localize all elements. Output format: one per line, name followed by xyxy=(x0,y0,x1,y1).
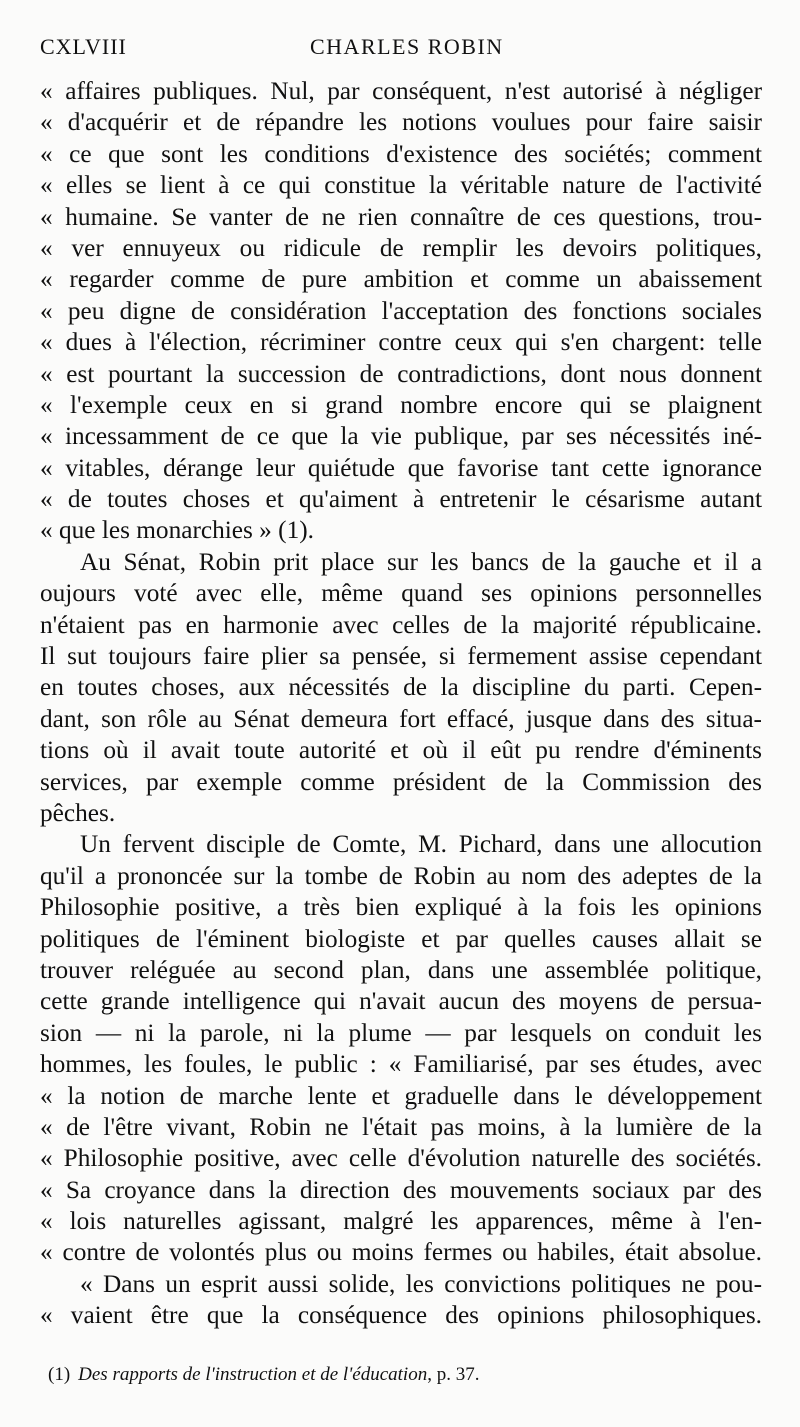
footnote-page: , p. 37. xyxy=(427,1364,480,1385)
text-line: « que les monarchies » (1). xyxy=(40,516,314,545)
text-line: « ver ennuyeux ou ridicule de remplir les devoirs politiques, xyxy=(40,233,762,262)
text-line: « vaient être que la conséquence des opinions philosophiques. xyxy=(40,1301,762,1330)
text-line: « ce que sont les conditions d'existence des sociétés; comment xyxy=(40,139,762,168)
text-line: « Dans un esprit aussi solide, les convictions politiques ne pou- xyxy=(80,1269,762,1298)
text-line: tions où il avait toute autorité et où il eût pu rendre d'éminents xyxy=(40,736,762,765)
text-line: « l'exemple ceux en si grand nombre encore qui se plaignent xyxy=(40,390,762,419)
text-line: « de toutes choses et qu'aiment à entretenir le césarisme autant xyxy=(40,485,762,514)
footnote-mark: (1) xyxy=(48,1364,71,1385)
text-line: Au Sénat, Robin prit place sur les bancs de la gauche et il a xyxy=(80,547,762,576)
page-number: CXLVIII xyxy=(40,34,127,59)
text-line: « elles se lient à ce qui constitue la véritable nature de l'activité xyxy=(40,171,762,200)
text-line: « vitables, dérange leur quiétude que favorise tant cette ignorance xyxy=(40,453,762,482)
text-line: Il sut toujours faire plier sa pensée, si fermement assise cependant xyxy=(40,642,762,671)
text-line: « humaine. Se vanter de ne rien connaître de ces questions, trou- xyxy=(40,202,762,231)
text-line: « de l'être vivant, Robin ne l'était pas moins, à la lumière de la xyxy=(40,1112,762,1141)
text-line: « Sa croyance dans la direction des mouvements sociaux par des xyxy=(40,1175,762,1204)
body-text xyxy=(40,76,762,1332)
running-title: CHARLES ROBIN xyxy=(310,34,504,59)
text-line: pêches. xyxy=(40,798,116,827)
text-line: Philosophie positive, a très bien expliqué à la fois les opinions xyxy=(40,893,762,922)
text-line: Un fervent disciple de Comte, M. Pichard, dans une allocution xyxy=(80,830,762,859)
page-header xyxy=(40,28,760,68)
text-line: cette grande intelligence qui n'avait aucun des moyens de persua- xyxy=(40,987,762,1016)
text-line: trouver reléguée au second plan, dans une assemblée politique, xyxy=(40,955,762,984)
text-line: « lois naturelles agissant, malgré les apparences, même à l'en- xyxy=(40,1207,762,1236)
text-line: « dues à l'élection, récriminer contre ceux qui s'en chargent: telle xyxy=(40,328,762,357)
text-line: qu'il a prononcée sur la tombe de Robin au nom des adeptes de la xyxy=(40,861,762,890)
text-line: « regarder comme de pure ambition et comme un abaissement xyxy=(40,265,762,294)
text-line: « Philosophie positive, avec celle d'évolution naturelle des sociétés. xyxy=(40,1144,762,1173)
text-line: « la notion de marche lente et graduelle dans le développement xyxy=(40,1081,762,1110)
text-line: « affaires publiques. Nul, par conséquent, n'est autorisé à négliger xyxy=(40,77,762,105)
text-line: services, par exemple comme président de la Commission des xyxy=(40,767,762,796)
footnote-title: Des rapports de l'instruction et de l'éducation xyxy=(78,1364,428,1385)
text-line: n'étaient pas en harmonie avec celles de la majorité républicaine. xyxy=(40,610,762,639)
text-line: « peu digne de considération l'acceptation des fonctions sociales xyxy=(40,296,762,325)
footnote xyxy=(48,1364,479,1386)
text-line: en toutes choses, aux nécessités de la discipline du parti. Cepen- xyxy=(40,673,762,702)
text-line: dant, son rôle au Sénat demeura fort effacé, jusque dans des situa- xyxy=(40,704,762,733)
text-line: « est pourtant la succession de contradictions, dont nous donnent xyxy=(40,359,762,388)
text-line: politiques de l'éminent biologiste et par quelles causes allait se xyxy=(40,924,762,953)
text-line: « contre de volontés plus ou moins fermes ou habiles, était absolue. xyxy=(40,1238,762,1267)
text-line: « incessamment de ce que la vie publique, par ses nécessités iné- xyxy=(40,422,762,451)
text-line: hommes, les foules, le public : « Familiarisé, par ses études, avec xyxy=(40,1050,762,1079)
text-line: oujours voté avec elle, même quand ses opinions personnelles xyxy=(40,579,762,608)
text-line: « d'acquérir et de répandre les notions voulues pour faire saisir xyxy=(40,108,762,137)
text-line: sion — ni la parole, ni la plume — par lesquels on conduit les xyxy=(40,1018,762,1047)
